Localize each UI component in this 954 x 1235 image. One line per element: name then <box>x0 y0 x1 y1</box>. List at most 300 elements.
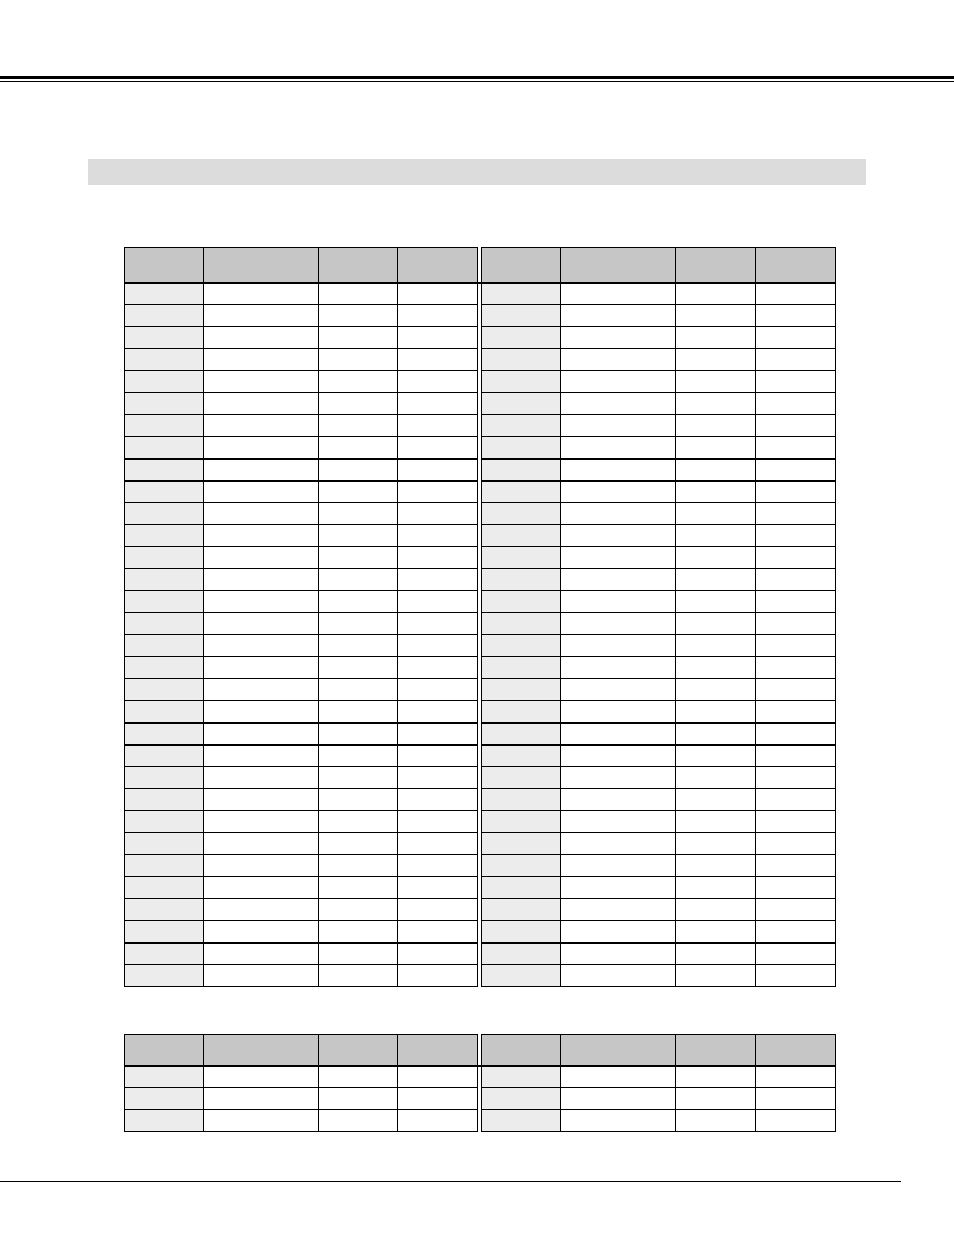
table-key-cell <box>482 283 561 305</box>
table-header-cell <box>319 248 398 283</box>
table-cell <box>398 349 478 371</box>
table-header-cell <box>125 1035 204 1066</box>
table-key-cell <box>125 327 204 349</box>
table-key-cell <box>482 305 561 327</box>
table-key-cell <box>125 525 204 547</box>
table-cell <box>319 1110 398 1132</box>
table-key-cell <box>125 635 204 657</box>
table-cell <box>756 701 836 723</box>
table-row <box>125 481 836 503</box>
table-row <box>125 503 836 525</box>
table-cell <box>204 657 319 679</box>
table-cell <box>204 371 319 393</box>
table-header-cell <box>482 1035 561 1066</box>
table-row <box>125 789 836 811</box>
table-key-cell <box>482 943 561 965</box>
table-header-row <box>125 1035 836 1066</box>
table-row <box>125 657 836 679</box>
table-cell <box>204 921 319 943</box>
table-key-cell <box>125 745 204 767</box>
table-cell <box>561 877 676 899</box>
table-header-cell <box>676 1035 756 1066</box>
table-key-cell <box>125 547 204 569</box>
table-cell <box>319 415 398 437</box>
table-cell <box>398 943 478 965</box>
table-cell <box>398 437 478 459</box>
table-key-cell <box>482 679 561 701</box>
table-cell <box>204 569 319 591</box>
table-cell <box>676 1110 756 1132</box>
table-cell <box>319 811 398 833</box>
table-cell <box>319 899 398 921</box>
extra-table <box>124 1034 836 1132</box>
table-key-cell <box>482 921 561 943</box>
table-cell <box>319 723 398 745</box>
top-rule-thick <box>0 76 954 79</box>
table-key-cell <box>125 1088 204 1110</box>
table-cell <box>398 305 478 327</box>
table-cell <box>398 525 478 547</box>
table-key-cell <box>482 855 561 877</box>
table-cell <box>319 547 398 569</box>
table-cell <box>319 965 398 987</box>
table-cell <box>398 1066 478 1088</box>
section-title-bar <box>88 159 866 185</box>
table-cell <box>756 965 836 987</box>
main-table <box>124 247 836 987</box>
table-cell <box>204 547 319 569</box>
table-row <box>125 1110 836 1132</box>
table-cell <box>319 789 398 811</box>
table-cell <box>561 767 676 789</box>
table-cell <box>561 965 676 987</box>
table-cell <box>204 503 319 525</box>
table-row <box>125 943 836 965</box>
table-key-cell <box>125 569 204 591</box>
table-cell <box>676 591 756 613</box>
table-cell <box>204 899 319 921</box>
bottom-rule <box>0 1181 901 1182</box>
table-cell <box>676 283 756 305</box>
table-cell <box>319 943 398 965</box>
table-cell <box>561 525 676 547</box>
table-key-cell <box>482 525 561 547</box>
table-cell <box>398 415 478 437</box>
table-cell <box>204 459 319 481</box>
table-cell <box>204 1088 319 1110</box>
table-key-cell <box>125 789 204 811</box>
table-row <box>125 833 836 855</box>
table-row <box>125 547 836 569</box>
table-cell <box>204 591 319 613</box>
table-key-cell <box>125 965 204 987</box>
table-header-cell <box>319 1035 398 1066</box>
table-header-cell <box>125 248 204 283</box>
table-cell <box>398 701 478 723</box>
table-cell <box>756 327 836 349</box>
table-cell <box>204 635 319 657</box>
table-header-cell <box>204 248 319 283</box>
table-cell <box>561 283 676 305</box>
table-cell <box>676 305 756 327</box>
table-cell <box>756 723 836 745</box>
table-key-cell <box>125 679 204 701</box>
table-key-cell <box>125 1110 204 1132</box>
table-cell <box>204 305 319 327</box>
table-cell <box>204 1066 319 1088</box>
table-cell <box>398 1088 478 1110</box>
table-cell <box>756 569 836 591</box>
table-cell <box>398 393 478 415</box>
table-row <box>125 635 836 657</box>
table-key-cell <box>482 393 561 415</box>
table-cell <box>398 877 478 899</box>
table-cell <box>756 437 836 459</box>
table-cell <box>204 877 319 899</box>
table-cell <box>319 591 398 613</box>
table-key-cell <box>125 591 204 613</box>
table-cell <box>319 459 398 481</box>
table-header-cell <box>756 248 836 283</box>
table-cell <box>398 481 478 503</box>
table-cell <box>756 283 836 305</box>
table-cell <box>561 657 676 679</box>
table-cell <box>398 503 478 525</box>
table-cell <box>676 1066 756 1088</box>
table-key-cell <box>482 811 561 833</box>
table-key-cell <box>125 899 204 921</box>
table-cell <box>676 921 756 943</box>
table-cell <box>756 679 836 701</box>
table-cell <box>676 899 756 921</box>
table-cell <box>398 613 478 635</box>
table-cell <box>398 679 478 701</box>
table-cell <box>676 811 756 833</box>
table-cell <box>756 767 836 789</box>
table-key-cell <box>482 767 561 789</box>
table-cell <box>756 1088 836 1110</box>
table-key-cell <box>125 921 204 943</box>
table-cell <box>398 767 478 789</box>
table-cell <box>319 877 398 899</box>
table-header-cell <box>561 1035 676 1066</box>
table-cell <box>561 459 676 481</box>
table-cell <box>561 635 676 657</box>
table-key-cell <box>125 371 204 393</box>
table-cell <box>319 393 398 415</box>
table-cell <box>319 635 398 657</box>
table-row <box>125 855 836 877</box>
table-cell <box>561 569 676 591</box>
table-row <box>125 745 836 767</box>
table-key-cell <box>125 481 204 503</box>
table-cell <box>319 833 398 855</box>
table-cell <box>756 899 836 921</box>
table-key-cell <box>482 503 561 525</box>
table-cell <box>319 921 398 943</box>
table-key-cell <box>482 613 561 635</box>
table-key-cell <box>125 459 204 481</box>
table-row <box>125 723 836 745</box>
table-cell <box>756 613 836 635</box>
table-key-cell <box>482 547 561 569</box>
table-cell <box>561 305 676 327</box>
table-cell <box>204 767 319 789</box>
table-cell <box>756 811 836 833</box>
table-row <box>125 437 836 459</box>
table-cell <box>756 459 836 481</box>
table-key-cell <box>125 877 204 899</box>
table-cell <box>561 789 676 811</box>
table-cell <box>756 305 836 327</box>
table-cell <box>398 569 478 591</box>
table-cell <box>756 503 836 525</box>
table-cell <box>756 921 836 943</box>
table-cell <box>398 855 478 877</box>
table-cell <box>319 613 398 635</box>
top-rule-thin <box>0 81 954 82</box>
table-cell <box>756 525 836 547</box>
table-cell <box>319 1088 398 1110</box>
table-cell <box>319 679 398 701</box>
table-row <box>125 327 836 349</box>
table-cell <box>561 547 676 569</box>
table-cell <box>204 701 319 723</box>
table-cell <box>398 723 478 745</box>
table-cell <box>561 327 676 349</box>
table-cell <box>676 525 756 547</box>
table-key-cell <box>125 701 204 723</box>
table-cell <box>561 723 676 745</box>
table-cell <box>204 1110 319 1132</box>
table-cell <box>676 1088 756 1110</box>
table-cell <box>756 745 836 767</box>
table-header-row <box>125 248 836 283</box>
table-key-cell <box>482 899 561 921</box>
table-cell <box>676 547 756 569</box>
table-cell <box>561 503 676 525</box>
table-key-cell <box>125 437 204 459</box>
table-cell <box>561 1066 676 1088</box>
table-key-cell <box>482 789 561 811</box>
table-cell <box>676 965 756 987</box>
table-row <box>125 1088 836 1110</box>
table-cell <box>319 855 398 877</box>
table-cell <box>676 437 756 459</box>
table-cell <box>204 327 319 349</box>
table-row <box>125 525 836 547</box>
table-row <box>125 877 836 899</box>
table-cell <box>676 855 756 877</box>
table-key-cell <box>482 591 561 613</box>
table-cell <box>756 371 836 393</box>
table-row <box>125 415 836 437</box>
table-cell <box>319 767 398 789</box>
table-cell <box>204 415 319 437</box>
table-key-cell <box>125 657 204 679</box>
table-row <box>125 349 836 371</box>
table-cell <box>756 657 836 679</box>
table-row <box>125 679 836 701</box>
table-key-cell <box>482 701 561 723</box>
table-cell <box>398 965 478 987</box>
table-row <box>125 393 836 415</box>
table-cell <box>756 789 836 811</box>
table-cell <box>204 437 319 459</box>
table-cell <box>561 943 676 965</box>
table-cell <box>398 635 478 657</box>
table-cell <box>204 943 319 965</box>
table-key-cell <box>482 657 561 679</box>
table-cell <box>319 437 398 459</box>
table-cell <box>756 547 836 569</box>
table-key-cell <box>482 371 561 393</box>
table-row <box>125 921 836 943</box>
table-cell <box>319 327 398 349</box>
table-header-cell <box>398 248 478 283</box>
table-cell <box>676 371 756 393</box>
table-cell <box>561 921 676 943</box>
table-header-cell <box>398 1035 478 1066</box>
table-cell <box>676 943 756 965</box>
table-cell <box>561 701 676 723</box>
table-cell <box>204 481 319 503</box>
table-cell <box>319 1066 398 1088</box>
table-cell <box>561 591 676 613</box>
table-cell <box>676 393 756 415</box>
table-key-cell <box>125 723 204 745</box>
table-cell <box>676 327 756 349</box>
table-key-cell <box>125 833 204 855</box>
table-key-cell <box>125 943 204 965</box>
table-row <box>125 767 836 789</box>
table-cell <box>398 657 478 679</box>
table-cell <box>676 833 756 855</box>
table-cell <box>398 921 478 943</box>
table-cell <box>204 525 319 547</box>
table-cell <box>398 789 478 811</box>
table-row <box>125 965 836 987</box>
table-key-cell <box>482 481 561 503</box>
table-cell <box>676 635 756 657</box>
table-cell <box>561 899 676 921</box>
table-cell <box>676 459 756 481</box>
table-cell <box>398 371 478 393</box>
table-cell <box>398 283 478 305</box>
table-cell <box>756 943 836 965</box>
table-cell <box>676 701 756 723</box>
table-cell <box>204 789 319 811</box>
table-key-cell <box>482 437 561 459</box>
table-cell <box>319 481 398 503</box>
table-key-cell <box>482 965 561 987</box>
table-row <box>125 701 836 723</box>
table-cell <box>756 415 836 437</box>
table-cell <box>676 877 756 899</box>
table-key-cell <box>125 503 204 525</box>
table-row <box>125 283 836 305</box>
table-cell <box>561 1110 676 1132</box>
table-cell <box>756 833 836 855</box>
table-cell <box>398 459 478 481</box>
table-cell <box>756 877 836 899</box>
table-row <box>125 613 836 635</box>
table-key-cell <box>125 305 204 327</box>
table-row <box>125 305 836 327</box>
table-cell <box>676 767 756 789</box>
table-key-cell <box>125 811 204 833</box>
table-key-cell <box>482 745 561 767</box>
table-cell <box>561 745 676 767</box>
table-cell <box>319 745 398 767</box>
table-key-cell <box>125 613 204 635</box>
table-cell <box>676 789 756 811</box>
table-row <box>125 459 836 481</box>
table-cell <box>561 613 676 635</box>
table-cell <box>319 305 398 327</box>
table-cell <box>561 833 676 855</box>
table-key-cell <box>482 1110 561 1132</box>
table-cell <box>204 965 319 987</box>
table-key-cell <box>125 393 204 415</box>
table-cell <box>204 613 319 635</box>
table-cell <box>398 327 478 349</box>
table-key-cell <box>125 855 204 877</box>
table-key-cell <box>482 459 561 481</box>
table-cell <box>561 349 676 371</box>
table-cell <box>676 657 756 679</box>
table-header-cell <box>756 1035 836 1066</box>
table-key-cell <box>482 327 561 349</box>
table-cell <box>398 1110 478 1132</box>
table-key-cell <box>482 723 561 745</box>
table-cell <box>561 393 676 415</box>
table-cell <box>398 899 478 921</box>
table-header-cell <box>482 248 561 283</box>
table-header-cell <box>561 248 676 283</box>
table-key-cell <box>482 569 561 591</box>
table-cell <box>398 547 478 569</box>
table-header-cell <box>676 248 756 283</box>
table-row <box>125 1066 836 1088</box>
table-key-cell <box>482 415 561 437</box>
table-key-cell <box>482 349 561 371</box>
table-key-cell <box>125 283 204 305</box>
table-cell <box>676 679 756 701</box>
table-cell <box>676 613 756 635</box>
table-key-cell <box>482 833 561 855</box>
table-cell <box>204 393 319 415</box>
table-cell <box>398 591 478 613</box>
table-cell <box>756 1110 836 1132</box>
table-header-cell <box>204 1035 319 1066</box>
table-cell <box>676 481 756 503</box>
table-row <box>125 811 836 833</box>
table-key-cell <box>482 877 561 899</box>
table-cell <box>398 811 478 833</box>
table-cell <box>319 371 398 393</box>
table-row <box>125 371 836 393</box>
table-cell <box>561 679 676 701</box>
table-cell <box>561 811 676 833</box>
table-cell <box>756 393 836 415</box>
table-cell <box>204 349 319 371</box>
table-key-cell <box>482 1066 561 1088</box>
table-cell <box>204 283 319 305</box>
table-cell <box>398 745 478 767</box>
table-cell <box>676 745 756 767</box>
table-row <box>125 569 836 591</box>
